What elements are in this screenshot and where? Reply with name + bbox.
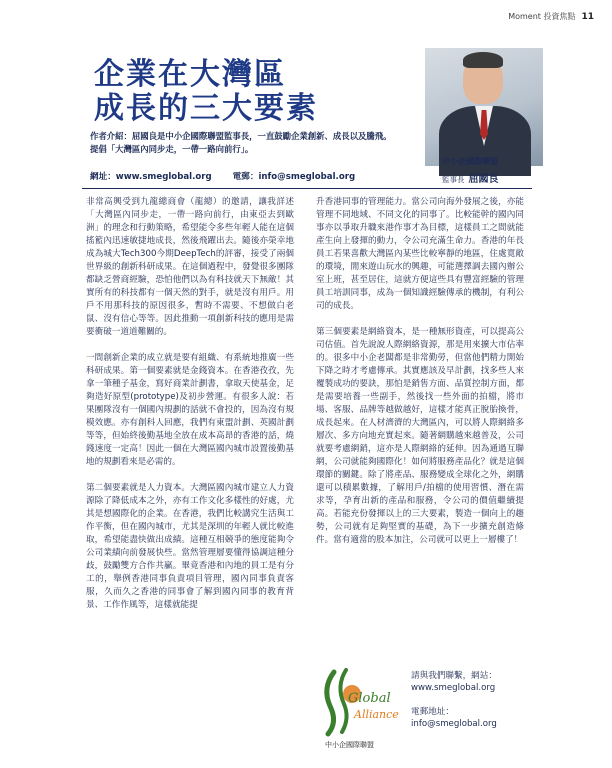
author-description: 作者介紹：屈國良是中小企國際聯盟監事長，一直鼓勵企業創新、成長以及騰飛。 xyxy=(90,131,392,141)
footer-email: info@smeglobal.org xyxy=(411,719,497,729)
page-number: 11 xyxy=(581,12,594,22)
paragraph: 升香港同事的管理能力。當公司向海外發展之後，亦能管理不同地域、不同文化的同事了。比較能幹的國內同事亦以爭取升職來港作事才為目標，這樣員工之間就能產生向上發揮的動力，令公司充滿生命力。香港的年長員工若果喜歡大灣區內某些比較寧靜的地區，住處寬敞的環境，閒來遊山玩水的興趣，可能選擇調去國內辦公室上班，甚至居住，這就方便這些具有豐富經驗的管理員工培訓同事，成為一個知識經驗傳承的機制，有利公司的成長。 xyxy=(316,197,524,311)
paragraph: 非常高興受到九龍總商會（龍總）的邀請，讓我詳述「大灣區內同步走，一帶一路向前行，由東亞去到歐洲」的理念和行動策略，希望能令多些年輕人能在這個搖籃內迅速敏捷地成長，然後飛躍出去。隨後亦榮幸地成為城大Tech300今期DeepTech的評審，接受了兩個世界級的創新科研成果。在這個過程中，發覺很多團隊都缺乏營商經驗，恐怕他們以為有科技就天下無敵！其實所有的科技都有一個天然的對手，就是沒有用戶。用戶不用那科技的原因很多，暫時不需要、不想做白老鼠、沒有信心等等。因此推動一項創新科技的應用是需要衝破一道道難關的。 xyxy=(86,197,294,337)
footer-website: www.smeglobal.org xyxy=(411,683,496,693)
author-intro xyxy=(90,130,420,155)
paragraph: 第三個要素是網絡資本，是一種無形資產，可以提高公司估值。首先說說人際網絡資源，那是用來擴大市佔率的。很多中小企老闆都是非常勤勞，但當他們精力開始下降之時才考慮傳承。其實應該及早計劃，找多些人來覆製成功的要訣，那怕是銷售方面、品質控制方面，都是需要培養一些副手，然後找一些外面的拍檔，將市場、客服、品牌等越做越好，這樣才能真正脫胎換骨，成長起來。在人材濟濟的大灣區內，可以將人際網絡多層次、多方向地充實起來。隨著網購越來越普及，公司就要考慮網銷，這亦是人際網絡的延伸。因為通過互聯網，公司就能夠國際化！如何將服務產品化？就是這個環節的關鍵。除了將產品、服務變成全球化之外，網購還可以積累數據，了解用戶/拍檔的使用習慣、潛在需求等，孕育出新的產品和服務，令公司的價值繼續提高。若能充份發揮以上的三大要素，製造一個向上的趨勢，公司就有足夠堅實的基礎，為下一步擴充創造條件。當有適當的股本加注，公司就可以更上一層樓了！ xyxy=(316,327,524,545)
paragraph: 第二個要素就是人力資本。大灣區國內城市建立人力資源除了降低成本之外，亦有工作文化多樣性的好處，尤其是想國際化的企業。在香港，我們比較講究生活與工作平衡，但在國內城市，尤其是深圳的年輕人就比較進取，希望能盡快做出成績。這種互相競爭的態度能夠令公司業績向前發展快些。當然管理層要懂得協調這種分歧，鼓勵雙方合作共贏。畢竟香港和內地的員工是有分工的，舉例香港同事負責項目管理，國內同事負責客服，久而久之香港的同事會了解到國內同事的教育背景、工作作風等，這樣就能提 xyxy=(86,483,294,610)
global-alliance-logo-icon xyxy=(320,664,399,738)
article-column-left xyxy=(86,196,294,625)
page-header xyxy=(508,11,594,22)
author-photo xyxy=(425,48,543,166)
title-line-2: 成長的三大要素 xyxy=(94,91,318,126)
photo-caption-role xyxy=(442,170,499,185)
article-column-right xyxy=(316,196,524,560)
header-divider xyxy=(82,188,532,189)
contact-prompt: 請與我們聯繫，網站： xyxy=(411,671,497,681)
paragraph: 一間創新企業的成立就是要有組織、有系統地推廣一些科研成果。第一個要素就是金錢資本。在香港孜孜，先拿一筆種子基金，寫好商業計劃書，拿取天使基金，足夠造好原型(prototype)及初步營運。有很多人說：若果團隊沒有一個國內規劃的話就不會投的，因為沒有規模效應。亦有創科人回應，我們有東盟計劃、英國計劃等等，但始終後勤基地全放在成本高昂的香港的話，燒錢速度一定高！因此一個在大灣區國內城市設置後勤基地的規劃看來是必需的。 xyxy=(86,353,294,467)
logo-org-name: 中小企國際聯盟 xyxy=(325,741,374,749)
contact-line xyxy=(90,170,373,182)
article-title xyxy=(94,58,318,126)
magazine-name: Moment 投資焦點 xyxy=(508,12,576,21)
footer-email-label: 電郵地址： xyxy=(411,707,454,717)
logo-word-global: Global xyxy=(348,691,391,706)
photo-caption-organization: 中小企國際聯盟 xyxy=(442,157,498,166)
author-motto: 提倡「大灣區內同步走，一帶一路向前行」。 xyxy=(90,143,254,154)
logo-word-alliance: Alliance xyxy=(354,708,399,721)
title-line-1: 企業在大灣區 xyxy=(94,57,286,92)
website-text: 網址：www.smeglobal.org xyxy=(90,172,212,182)
caption-role-title: 監事長 xyxy=(442,175,465,184)
email-text: 電郵：info@smeglobal.org xyxy=(232,172,356,182)
footer-contact xyxy=(411,670,497,730)
caption-name: 屈國良 xyxy=(468,174,499,185)
